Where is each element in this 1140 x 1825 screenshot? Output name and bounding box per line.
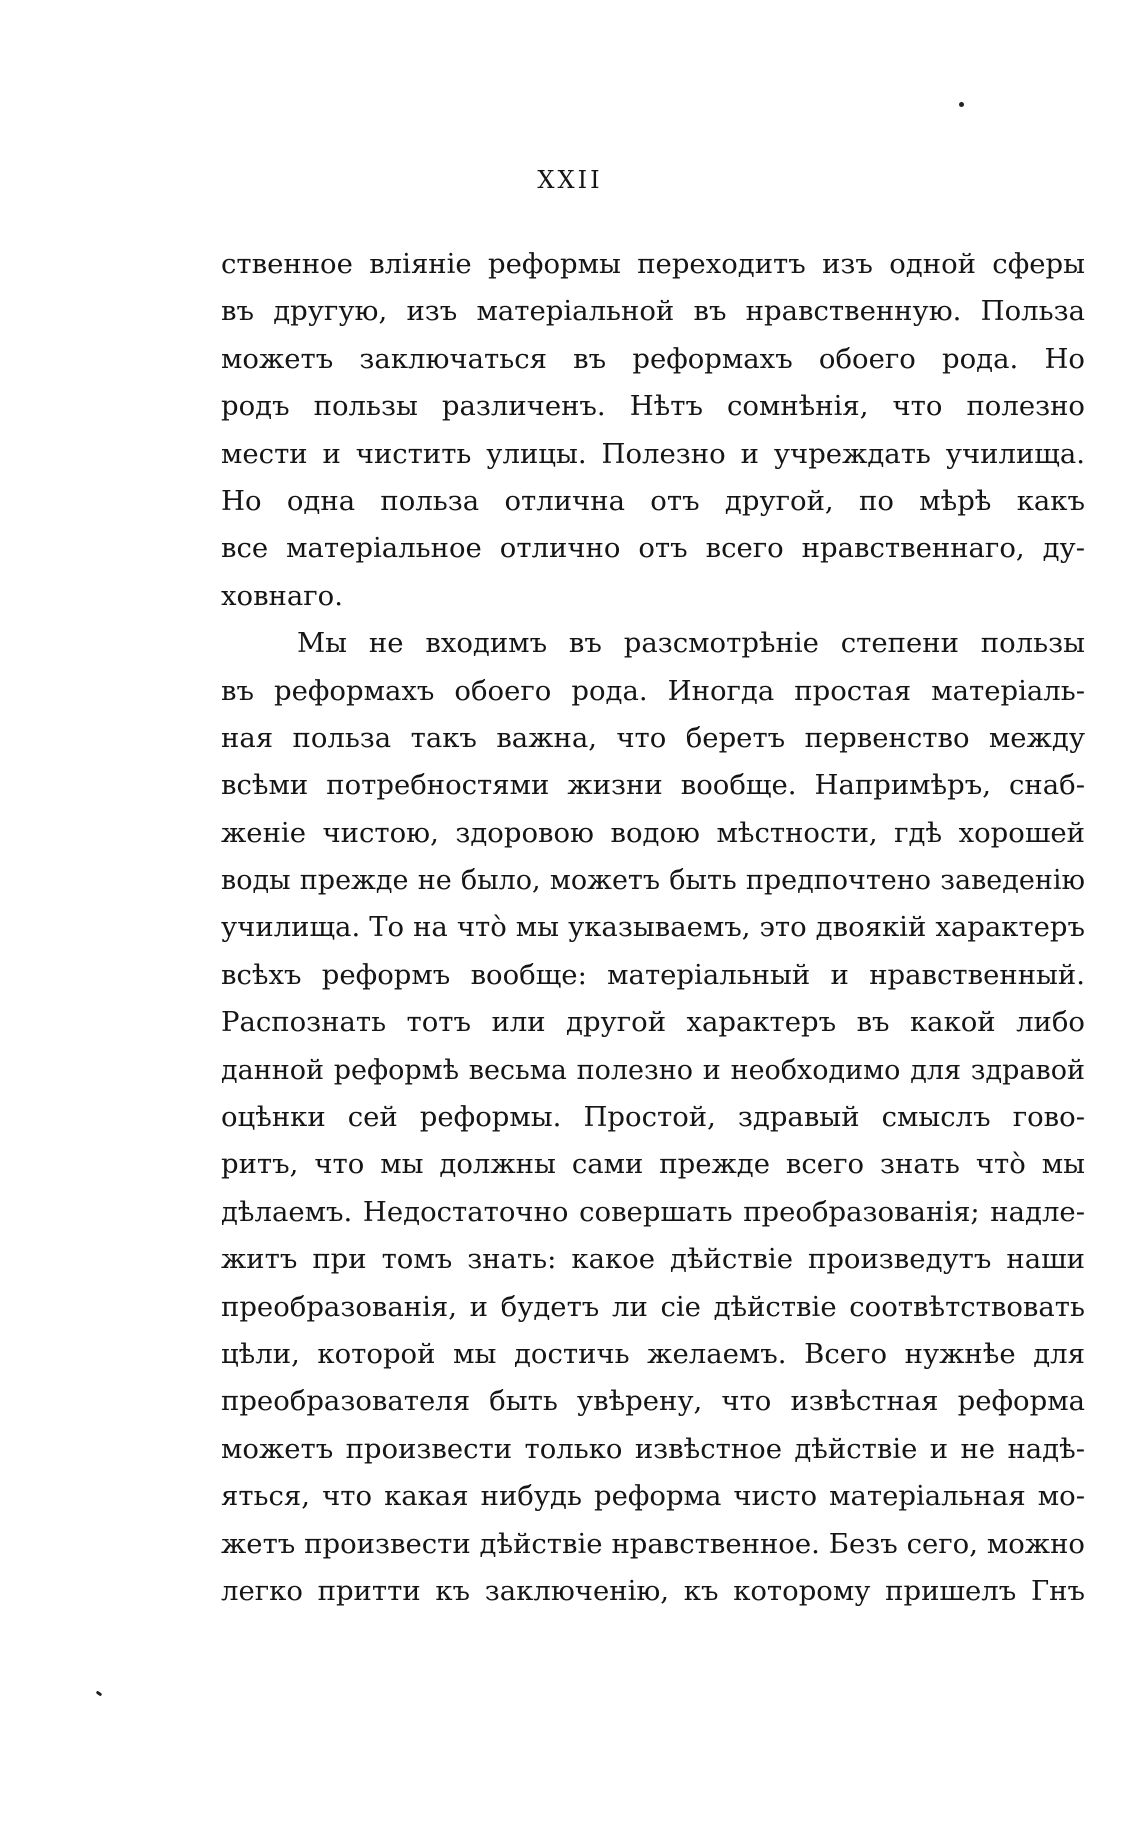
ink-speck	[959, 102, 964, 107]
text-line: преобразованія, и будетъ ли сіе дѣйствіе соотвѣтствовать	[221, 1290, 1085, 1323]
text-line: Мы не входимъ въ разсмотрѣніе степени пользы	[297, 627, 1085, 660]
text-line: въ реформахъ обоего рода. Иногда простая матеріаль-	[221, 674, 1085, 707]
text-line: дѣлаемъ. Недостаточно совершать преобразованія; надле-	[221, 1195, 1085, 1228]
text-line: цѣли, которой мы достичь желаемъ. Всего нужнѣе для	[221, 1337, 1085, 1370]
text-line: мести и чистить улицы. Полезно и учреждать училища.	[221, 437, 1085, 470]
text-line: въ другую, изъ матеріальной въ нравственную. Польза	[221, 295, 1085, 328]
text-line: яться, что какая нибудь реформа чисто матеріальная мо-	[221, 1480, 1085, 1513]
body-text	[221, 241, 1085, 1615]
text-line: ховнаго.	[221, 579, 343, 612]
text-line: все матеріальное отлично отъ всего нравственнаго, ду-	[221, 532, 1085, 565]
text-line: всѣхъ реформъ вообще: матеріальный и нравственный.	[221, 958, 1085, 991]
text-line: данной реформѣ весьма полезно и необходимо для здравой	[221, 1054, 1085, 1086]
text-line: Но одна польза отлична отъ другой, по мѣрѣ какъ	[221, 484, 1085, 517]
text-line: ная польза такъ важна, что беретъ первенство между	[221, 721, 1085, 754]
text-line: ритъ, что мы должны сами прежде всего знать что̀ мы	[221, 1148, 1085, 1181]
text-line: можетъ произвести только извѣстное дѣйствіе и не надѣ-	[221, 1432, 1085, 1465]
text-line: легко притти къ заключенію, къ которому пришелъ Гнъ	[221, 1574, 1085, 1607]
text-line: училища. То на что̀ мы указываемъ, это двоякій характеръ	[221, 911, 1085, 944]
text-line: можетъ заключаться въ реформахъ обоего рода. Но	[221, 342, 1085, 375]
text-line: жетъ произвести дѣйствіе нравственное. Безъ сего, можно	[221, 1527, 1085, 1560]
paragraph	[221, 241, 1085, 620]
text-line: воды прежде не было, можетъ быть предпочтено заведенію	[221, 865, 1085, 897]
text-line: Распознать тотъ или другой характеръ въ какой либо	[221, 1006, 1085, 1039]
text-line: житъ при томъ знать: какое дѣйствіе произведутъ наши	[221, 1243, 1085, 1276]
text-line: ственное вліяніе реформы переходитъ изъ одной сферы	[221, 248, 1085, 280]
text-line: женіе чистою, здоровою водою мѣстности, гдѣ хорошей	[221, 816, 1085, 849]
text-line: преобразователя быть увѣрену, что извѣстная реформа	[221, 1385, 1085, 1418]
paragraph	[221, 620, 1085, 1615]
text-line: родъ пользы различенъ. Нѣтъ сомнѣнія, что полезно	[221, 390, 1085, 423]
text-line: оцѣнки сей реформы. Простой, здравый смыслъ гово-	[221, 1101, 1085, 1134]
page-number: XXII	[537, 166, 603, 194]
text-line: всѣми потребностями жизни вообще. Напримѣръ, снаб-	[221, 769, 1085, 802]
ink-speck	[96, 1691, 103, 1697]
